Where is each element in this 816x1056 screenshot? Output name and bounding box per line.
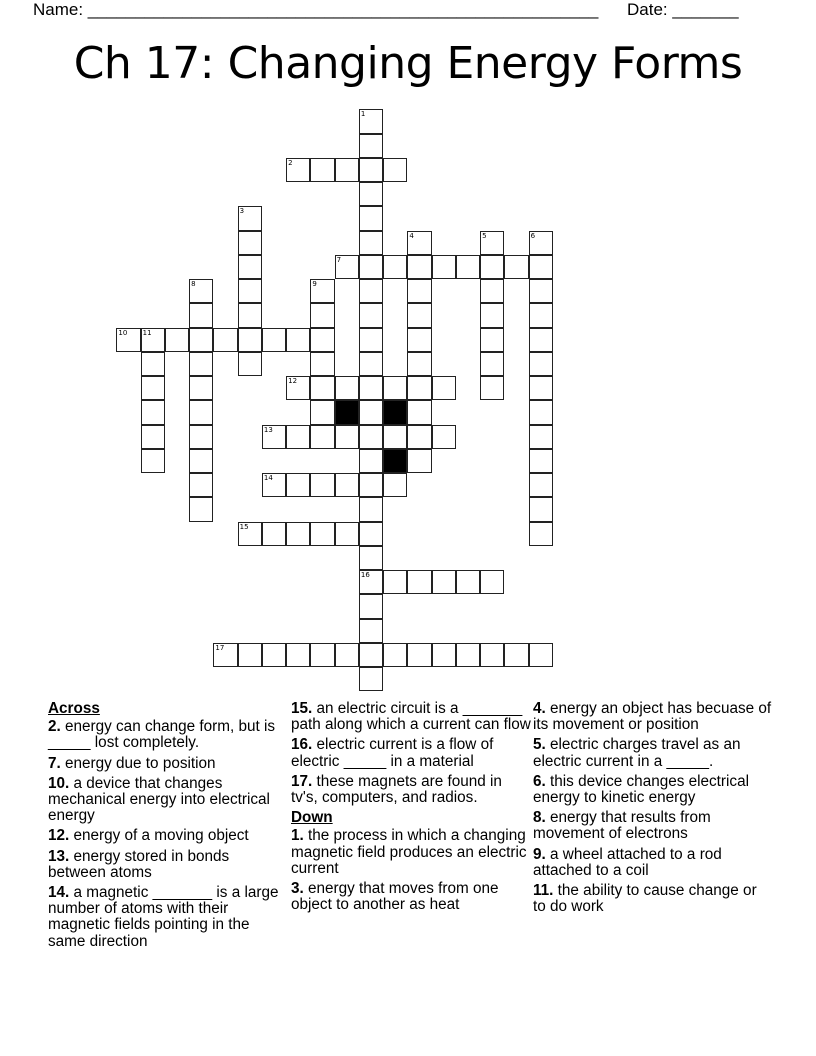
grid-cell[interactable] bbox=[238, 303, 262, 327]
grid-cell[interactable] bbox=[141, 352, 165, 376]
black-square bbox=[383, 400, 407, 424]
cell-number: 12 bbox=[288, 377, 298, 386]
grid-cell[interactable] bbox=[480, 352, 504, 376]
cell-number: 17 bbox=[215, 643, 225, 652]
grid-cell[interactable] bbox=[310, 425, 334, 449]
grid-cell[interactable] bbox=[529, 231, 553, 255]
grid-cell[interactable] bbox=[213, 328, 237, 352]
grid-cell[interactable] bbox=[480, 255, 504, 279]
grid-cell[interactable] bbox=[335, 643, 359, 667]
grid-cell[interactable] bbox=[238, 255, 262, 279]
grid-cell[interactable] bbox=[359, 667, 383, 691]
grid-cell[interactable] bbox=[335, 473, 359, 497]
clue-down-4: 4. energy an object has becuase of its movement or position bbox=[533, 700, 772, 734]
grid-cell[interactable] bbox=[335, 522, 359, 546]
clue-across-10: 10. a device that changes mechanical energy into electrical energy bbox=[48, 774, 270, 825]
grid-cell[interactable] bbox=[286, 522, 310, 546]
grid-cell[interactable] bbox=[383, 643, 407, 667]
grid-cell[interactable] bbox=[504, 255, 528, 279]
clue-down-11: 11. the ability to cause change or to do work bbox=[533, 882, 757, 916]
cell-number: 14 bbox=[263, 474, 273, 483]
grid-cell[interactable] bbox=[529, 497, 553, 521]
clue-across-14: 14. a magnetic _______ is a large number of atoms with their magnetic fields pointing in the same direction bbox=[48, 884, 279, 950]
cell-number: 15 bbox=[239, 522, 249, 531]
cell-number: 9 bbox=[312, 280, 317, 289]
grid-cell[interactable] bbox=[456, 570, 480, 594]
cell-number: 10 bbox=[118, 328, 128, 337]
clue-down-5: 5. electric charges travel as an electric current in a _____. bbox=[533, 736, 741, 770]
grid-cell[interactable] bbox=[262, 643, 286, 667]
clue-down-1: 1. the process in which a changing magnetic field produces an electric current bbox=[291, 827, 527, 877]
grid-cell[interactable] bbox=[529, 303, 553, 327]
clue-down-3: 3. energy that moves from one object to another as heat bbox=[291, 880, 499, 914]
grid-cell[interactable] bbox=[286, 328, 310, 352]
grid-cell[interactable] bbox=[189, 449, 213, 473]
grid-cell[interactable] bbox=[432, 255, 456, 279]
grid-cell[interactable] bbox=[359, 328, 383, 352]
grid-cell[interactable] bbox=[407, 231, 431, 255]
grid-cell[interactable] bbox=[310, 352, 334, 376]
grid-cell[interactable] bbox=[359, 109, 383, 133]
grid-cell[interactable] bbox=[359, 352, 383, 376]
grid-cell[interactable] bbox=[480, 570, 504, 594]
grid-cell[interactable] bbox=[480, 303, 504, 327]
grid-cell[interactable] bbox=[141, 449, 165, 473]
grid-cell[interactable] bbox=[529, 255, 553, 279]
grid-cell[interactable] bbox=[359, 449, 383, 473]
grid-cell[interactable] bbox=[116, 328, 140, 352]
grid-cell[interactable] bbox=[262, 522, 286, 546]
grid-cell[interactable] bbox=[529, 522, 553, 546]
grid-cell[interactable] bbox=[262, 425, 286, 449]
grid-cell[interactable] bbox=[359, 255, 383, 279]
clue-down-8: 8. energy that results from movement of electrons bbox=[533, 809, 711, 843]
grid-cell[interactable] bbox=[262, 473, 286, 497]
grid-cell[interactable] bbox=[407, 400, 431, 424]
clues-column-1 bbox=[48, 701, 288, 954]
grid-cell[interactable] bbox=[310, 376, 334, 400]
grid-cell[interactable] bbox=[407, 352, 431, 376]
cell-number: 3 bbox=[239, 207, 245, 216]
grid-cell[interactable] bbox=[383, 425, 407, 449]
clue-across-17: 17. these magnets are found in tv's, computers, and radios. bbox=[291, 772, 502, 807]
grid-cell[interactable] bbox=[359, 594, 383, 618]
grid-cell[interactable] bbox=[383, 570, 407, 594]
grid-cell[interactable] bbox=[456, 643, 480, 667]
grid-cell[interactable] bbox=[480, 231, 504, 255]
grid-cell[interactable] bbox=[359, 206, 383, 230]
grid-cell[interactable] bbox=[359, 182, 383, 206]
cell-number: 13 bbox=[263, 425, 273, 434]
cell-number: 4 bbox=[409, 231, 414, 240]
grid-cell[interactable] bbox=[359, 231, 383, 255]
clue-down-6: 6. this device changes electrical energy to kinetic energy bbox=[533, 772, 749, 807]
grid-cell[interactable] bbox=[359, 303, 383, 327]
cell-number: 16 bbox=[360, 571, 370, 580]
grid-cell[interactable] bbox=[432, 643, 456, 667]
grid-cell[interactable] bbox=[480, 279, 504, 303]
grid-cell[interactable] bbox=[359, 425, 383, 449]
grid-cell[interactable] bbox=[335, 158, 359, 182]
clue-across-7: 7. energy due to position bbox=[48, 754, 216, 772]
grid-cell[interactable] bbox=[432, 570, 456, 594]
grid-cell[interactable] bbox=[189, 400, 213, 424]
grid-cell[interactable] bbox=[504, 643, 528, 667]
grid-cell[interactable] bbox=[529, 376, 553, 400]
grid-cell[interactable] bbox=[286, 643, 310, 667]
grid-cell[interactable] bbox=[383, 473, 407, 497]
grid-cell[interactable] bbox=[310, 522, 334, 546]
grid-cell[interactable] bbox=[238, 206, 262, 230]
grid-cell[interactable] bbox=[189, 425, 213, 449]
grid-cell[interactable] bbox=[432, 425, 456, 449]
grid-cell[interactable] bbox=[286, 473, 310, 497]
grid-cell[interactable] bbox=[383, 255, 407, 279]
grid-cell[interactable] bbox=[407, 643, 431, 667]
grid-cell[interactable] bbox=[407, 449, 431, 473]
cell-number: 6 bbox=[530, 231, 536, 240]
grid-cell[interactable] bbox=[189, 497, 213, 521]
grid-cell[interactable] bbox=[529, 352, 553, 376]
cell-number: 8 bbox=[191, 280, 196, 289]
grid-cell[interactable] bbox=[286, 158, 310, 182]
date-field[interactable]: Date: _______ bbox=[627, 0, 739, 19]
grid-cell[interactable] bbox=[238, 279, 262, 303]
grid-cell[interactable] bbox=[189, 352, 213, 376]
cell-number: 11 bbox=[142, 328, 152, 337]
grid-cell[interactable] bbox=[310, 643, 334, 667]
grid-cell[interactable] bbox=[407, 255, 431, 279]
grid-cell[interactable] bbox=[238, 522, 262, 546]
page-title: Ch 17: Changing Energy Forms bbox=[73, 38, 743, 89]
grid-cell[interactable] bbox=[141, 328, 165, 352]
clue-across-13: 13. energy stored in bonds between atoms bbox=[48, 847, 230, 881]
grid-cell[interactable] bbox=[189, 328, 213, 352]
clue-across-12: 12. energy of a moving object bbox=[48, 827, 249, 845]
grid-cell[interactable] bbox=[529, 473, 553, 497]
grid-cell[interactable] bbox=[480, 643, 504, 667]
grid-cell[interactable] bbox=[407, 303, 431, 327]
grid-cell[interactable] bbox=[335, 425, 359, 449]
grid-cell[interactable] bbox=[432, 376, 456, 400]
grid-cell[interactable] bbox=[238, 352, 262, 376]
clue-across-15: 15. an electric circuit is a _______ path along which a current can flow bbox=[291, 700, 531, 734]
cell-number: 1 bbox=[360, 110, 366, 119]
clues-column-2 bbox=[291, 701, 531, 917]
clue-down-9: 9. a wheel attached to a rod attached to a coil bbox=[533, 845, 722, 879]
grid-cell[interactable] bbox=[359, 376, 383, 400]
grid-cell[interactable] bbox=[310, 303, 334, 327]
cell-number: 5 bbox=[482, 231, 487, 240]
grid-cell[interactable] bbox=[286, 376, 310, 400]
grid-cell[interactable] bbox=[310, 279, 334, 303]
black-square bbox=[335, 400, 359, 424]
cell-number: 2 bbox=[288, 158, 293, 167]
grid-cell[interactable] bbox=[480, 376, 504, 400]
grid-cell[interactable] bbox=[335, 255, 359, 279]
grid-cell[interactable] bbox=[141, 376, 165, 400]
grid-cell[interactable] bbox=[238, 231, 262, 255]
grid-cell[interactable] bbox=[359, 522, 383, 546]
grid-cell[interactable] bbox=[359, 158, 383, 182]
grid-cell[interactable] bbox=[407, 328, 431, 352]
grid-cell[interactable] bbox=[189, 473, 213, 497]
grid-cell[interactable] bbox=[335, 376, 359, 400]
grid-cell[interactable] bbox=[529, 279, 553, 303]
grid-cell[interactable] bbox=[529, 643, 553, 667]
grid-cell[interactable] bbox=[310, 400, 334, 424]
cell-number: 7 bbox=[336, 255, 342, 264]
down-heading: Down bbox=[291, 809, 333, 827]
grid-cell[interactable] bbox=[359, 279, 383, 303]
grid-cell[interactable] bbox=[407, 279, 431, 303]
grid-cell[interactable] bbox=[238, 328, 262, 352]
grid-cell[interactable] bbox=[383, 158, 407, 182]
grid-cell[interactable] bbox=[359, 134, 383, 158]
grid-cell[interactable] bbox=[359, 619, 383, 643]
grid-cell[interactable] bbox=[456, 255, 480, 279]
grid-cell[interactable] bbox=[310, 473, 334, 497]
grid-cell[interactable] bbox=[310, 328, 334, 352]
clues-column-3 bbox=[533, 701, 773, 919]
grid-cell[interactable] bbox=[359, 643, 383, 667]
grid-cell[interactable] bbox=[213, 643, 237, 667]
grid-cell[interactable] bbox=[529, 449, 553, 473]
grid-cell[interactable] bbox=[407, 425, 431, 449]
clue-across-2: 2. energy can change form, but is _____ lost completely. bbox=[48, 718, 276, 752]
grid-cell[interactable] bbox=[189, 303, 213, 327]
grid-cell[interactable] bbox=[529, 425, 553, 449]
grid-cell[interactable] bbox=[189, 376, 213, 400]
grid-cell[interactable] bbox=[262, 328, 286, 352]
grid-cell[interactable] bbox=[141, 425, 165, 449]
crossword-grid bbox=[117, 110, 554, 693]
across-heading: Across bbox=[48, 700, 100, 717]
grid-cell[interactable] bbox=[189, 279, 213, 303]
grid-cell[interactable] bbox=[286, 425, 310, 449]
grid-cell[interactable] bbox=[529, 400, 553, 424]
grid-cell[interactable] bbox=[359, 570, 383, 594]
grid-cell[interactable] bbox=[359, 473, 383, 497]
grid-cell[interactable] bbox=[165, 328, 189, 352]
grid-cell[interactable] bbox=[480, 328, 504, 352]
grid-cell[interactable] bbox=[359, 546, 383, 570]
grid-cell[interactable] bbox=[141, 400, 165, 424]
grid-cell[interactable] bbox=[407, 570, 431, 594]
grid-cell[interactable] bbox=[359, 497, 383, 521]
clue-across-16: 16. electric current is a flow of electric _____ in a material bbox=[291, 736, 494, 770]
black-square bbox=[383, 449, 407, 473]
grid-cell[interactable] bbox=[310, 158, 334, 182]
grid-cell[interactable] bbox=[383, 376, 407, 400]
name-field[interactable]: Name: ______________________________________________________ bbox=[33, 0, 599, 19]
grid-cell[interactable] bbox=[407, 376, 431, 400]
grid-cell[interactable] bbox=[359, 400, 383, 424]
grid-cell[interactable] bbox=[238, 643, 262, 667]
grid-cell[interactable] bbox=[529, 328, 553, 352]
